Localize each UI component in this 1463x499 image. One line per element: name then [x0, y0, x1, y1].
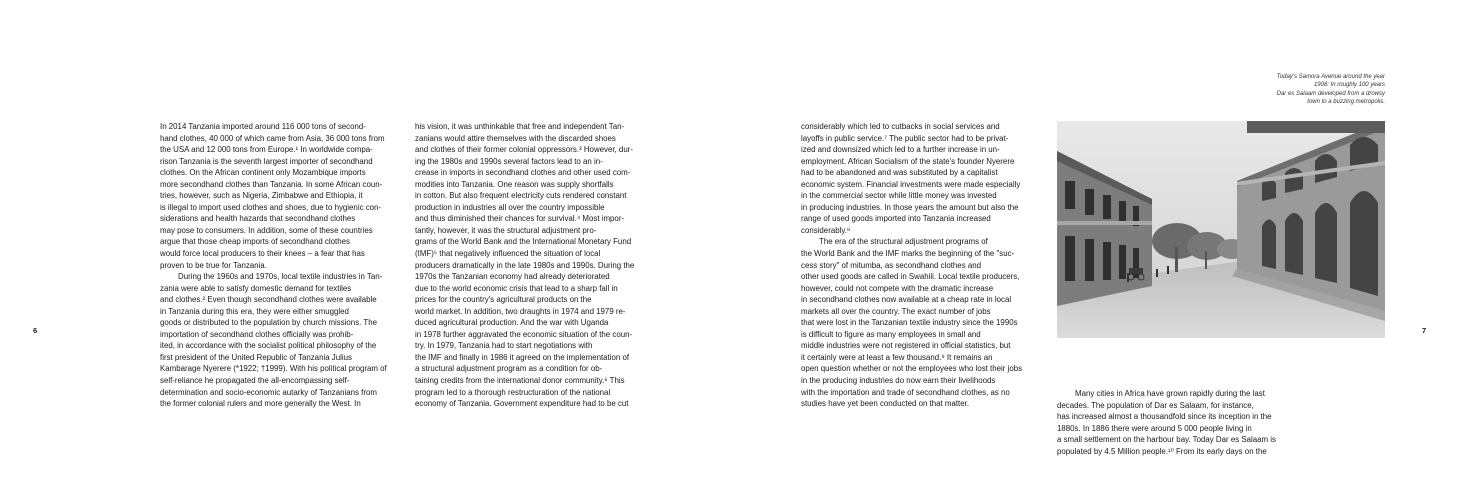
- text-line: other used goods are called in Swahili. Local textile producers,: [801, 272, 1020, 282]
- text-line: modities into Tanzania. One reason was supply shortfalls: [415, 179, 614, 189]
- text-line: producers dramatically in the late 1980s and 1990s. During the: [415, 260, 635, 270]
- text-line: ited, in accordance with the socialist political philosophy of the: [160, 341, 377, 351]
- text-line: duced agricultural production. And the war with Uganda: [415, 318, 609, 328]
- text-line: goods or distributed to the population by church missions. The: [160, 318, 377, 328]
- text-line: populated by 4.5 Million people.¹⁰ From its early days on the: [1057, 446, 1267, 456]
- text-line: in the commercial sector while little money was invested: [801, 191, 997, 201]
- text-line: program led to a thorough restructuration of the national: [415, 387, 611, 397]
- text-line: range of used goods imported into Tanzania increased: [801, 214, 991, 224]
- text-line: proven to be true for Tanzania.: [160, 260, 267, 270]
- page-number-left: 6: [33, 326, 38, 335]
- text-line: and clothes of their former colonial oppressors.³ However, dur-: [415, 145, 633, 155]
- text-line: In 2014 Tanzania imported around 116 000 tons of second-: [160, 122, 366, 131]
- text-line: in producing industries. In those years the amount but also the: [801, 202, 1019, 212]
- page-number-right: 7: [1422, 326, 1427, 335]
- text-line: in Tanzania during this era, they were either smuggled: [160, 306, 349, 316]
- text-line: with the importation and trade of secondhand clothes, as no: [801, 387, 1010, 397]
- text-line: a small settlement on the harbour bay. Today Dar es Salaam is: [1057, 435, 1277, 445]
- text-line: is difficult to figure as many employees in small and: [801, 329, 981, 339]
- text-line: (IMF)⁵ that negatively influenced the situation of local: [415, 249, 601, 259]
- text-line: would force local producers to their knees – a fear that has: [160, 249, 365, 259]
- text-line: argue that those cheap imports of secondhand clothes: [160, 237, 350, 247]
- street-photo-icon: [1057, 121, 1385, 338]
- caption-line: Today's Samora Avenue around the year: [1276, 74, 1385, 80]
- street-photo: [1057, 121, 1385, 338]
- text-line: more secondhand clothes than Tanzania. In some African coun-: [160, 179, 383, 189]
- text-line: the IMF and finally in 1986 it agreed on the implementation of: [415, 352, 630, 362]
- text-line: the World Bank and the IMF marks the beginning of the "suc-: [801, 249, 1015, 259]
- caption-line: town to a buzzing metropolis.: [1307, 99, 1385, 106]
- text-line: has increased almost a thousandfold since its inception in the: [1057, 412, 1272, 422]
- text-line: had to be abandoned and was substituted by a capitalist: [801, 168, 998, 178]
- text-line: layoffs in public service.⁷ The public sector had to be privat-: [801, 133, 1009, 143]
- text-line: it certainly were at least a few thousand.⁹ It remains an: [801, 352, 993, 362]
- text-line: open question whether or not the employees who lost their jobs: [801, 364, 1023, 374]
- text-line: economy of Tanzania. Government expenditure had to be cut: [415, 399, 629, 409]
- text-line: that were lost in the Tanzanian textile industry since the 1990s: [801, 318, 1018, 328]
- text-line: prices for the country's agricultural products on the: [415, 295, 592, 305]
- text-line: and thus diminished their chances for survival.⁴ Most impor-: [415, 214, 625, 224]
- text-line: Many cities in Africa have grown rapidly during the last: [1075, 389, 1265, 398]
- text-line: markets all over the country. The exact number of jobs: [801, 306, 991, 316]
- text-line: considerably which led to cutbacks in social services and: [801, 122, 1000, 131]
- text-line: in the producing industries do now earn their livelihoods: [801, 376, 996, 386]
- text-line: zanians would attire themselves with the discarded shoes: [415, 133, 616, 143]
- text-line: During the 1960s and 1970s, local textile industries in Tan-: [178, 272, 383, 282]
- text-line: hand clothes, 40 000 of which came from Asia, 36 000 tons from: [160, 133, 385, 143]
- text-line: zania were able to satisfy domestic demand for textiles: [160, 283, 352, 293]
- text-line: self-reliance he propagated the all-encompassing self-: [160, 376, 350, 386]
- text-line: a structural adjustment program as a condition for ob-: [415, 364, 603, 374]
- text-line: crease in imports in secondhand clothes and other used com-: [415, 168, 631, 178]
- caption-line: 1908: In roughly 100 years: [1313, 82, 1385, 89]
- text-line: first president of the United Republic of Tanzania Julius: [160, 352, 352, 362]
- caption-line: Dar es Salaam developed from a drowsy: [1276, 90, 1385, 97]
- text-line: employment. African Socialism of the state's founder Nyerere: [801, 156, 1015, 166]
- text-line: the former colonial rulers and more generally the West. In: [160, 399, 361, 409]
- text-line: and clothes.² Even though secondhand clothes were available: [160, 295, 377, 305]
- text-line: 1970s the Tanzanian economy had already deteriorated: [415, 272, 610, 282]
- text-line: taining credits from the international donor community.⁶ This: [415, 376, 625, 386]
- text-line: 1880s. In 1886 there were around 5 000 people living in: [1057, 423, 1252, 433]
- text-line: his vision, it was unthinkable that free and independent Tan-: [415, 122, 625, 131]
- text-line: Kambarage Nyerere (*1922; †1999). With his political program of: [160, 364, 387, 374]
- text-line: production in industries all over the country impossible: [415, 202, 605, 212]
- text-line: may pose to consumers. In addition, some of these countries: [160, 225, 373, 235]
- text-line: in secondhand clothes now available at a cheap rate in local: [801, 295, 1012, 305]
- right-page-column-1: [801, 121, 1049, 410]
- text-line: decades. The population of Dar es Salaam, for instance,: [1057, 400, 1254, 410]
- text-line: rison Tanzania is the seventh largest importer of secondhand: [160, 156, 373, 166]
- text-line: ized and downsized which led to a further increase in un-: [801, 145, 1000, 155]
- text-line: grams of the World Bank and the International Monetary Fund: [415, 237, 632, 247]
- right-page-column-2: [1057, 388, 1305, 457]
- text-line: siderations and health hazards that secondhand clothes: [160, 214, 356, 224]
- text-line: tantly, however, it was the structural adjustment pro-: [415, 225, 597, 235]
- text-line: the USA and 12 000 tons from Europe.¹ In worldwide compa-: [160, 145, 373, 155]
- left-page-column-1: [160, 121, 408, 410]
- text-line: importation of secondhand clothes officially was prohib-: [160, 329, 354, 339]
- text-line: world market. In addition, two draughts in 1974 and 1979 re-: [415, 306, 626, 316]
- left-page-column-2: [415, 121, 663, 410]
- text-line: determination and socio-economic autarky of Tanzanians from: [160, 387, 377, 397]
- text-line: cess story" of mitumba, as secondhand clothes and: [801, 260, 981, 270]
- text-line: economic system. Financial investments were made especially: [801, 179, 1021, 189]
- text-line: is illegal to import used clothes and shoes, due to hygienic con-: [160, 202, 382, 212]
- text-line: considerably.⁸: [801, 225, 851, 235]
- text-line: middle industries were not registered in official statistics, but: [801, 341, 1011, 351]
- photo-caption: [1185, 73, 1385, 107]
- text-line: The era of the structural adjustment programs of: [819, 237, 988, 247]
- text-line: try. In 1979, Tanzania had to start negotiations with: [415, 341, 593, 351]
- text-line: in cotton. But also frequent electricity cuts rendered constant: [415, 191, 627, 201]
- text-line: studies have yet been conducted on that matter.: [801, 399, 970, 409]
- text-line: tries, however, such as Nigeria, Zimbabwe and Ethiopia, it: [160, 191, 363, 201]
- text-line: however, could not compete with the dramatic increase: [801, 283, 994, 293]
- text-line: clothes. On the African continent only Mozambique imports: [160, 168, 366, 178]
- text-line: due to the world economic crisis that lead to a sharp fall in: [415, 283, 618, 293]
- text-line: in 1978 further aggravated the economic situation of the coun-: [415, 329, 633, 339]
- text-line: ing the 1980s and 1990s several factors lead to an in-: [415, 156, 603, 166]
